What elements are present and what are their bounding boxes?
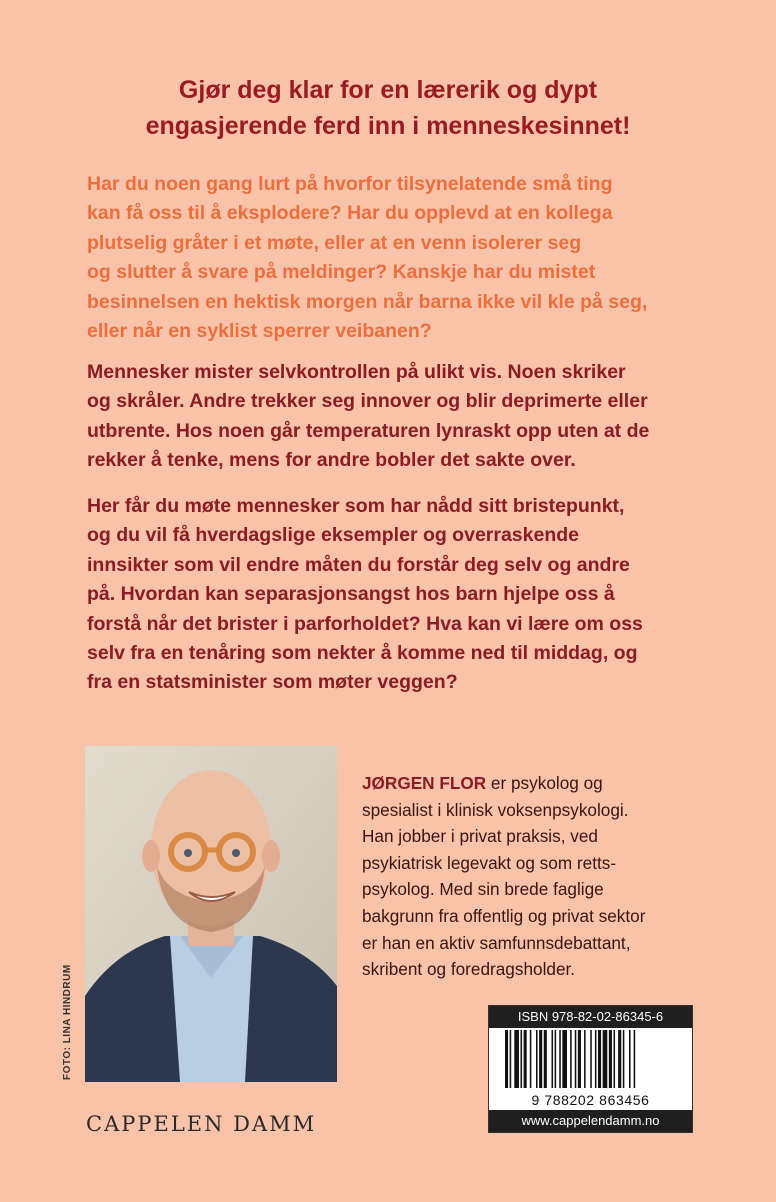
- barcode-bar: [514, 1030, 519, 1088]
- text-line: utbrente. Hos noen går temperaturen lynraskt opp uten at de: [87, 419, 650, 442]
- text-line: Har du noen gang lurt på hvorfor tilsynelatende små ting: [87, 173, 613, 195]
- author-photo: [85, 746, 337, 1082]
- barcode-bar: [623, 1030, 625, 1088]
- text-line: og du vil få hverdagslige eksempler og overraskende: [87, 524, 580, 547]
- barcode-bar: [570, 1030, 572, 1088]
- barcode-bar: [505, 1030, 508, 1088]
- text-line: innsikter som vil endre måten du forstår deg selv og andre: [87, 553, 630, 576]
- barcode-bar: [590, 1030, 592, 1088]
- barcode-bar: [629, 1030, 631, 1088]
- text-line: besinnelsen en hektisk morgen når barna ikke vil kle på seg,: [87, 290, 648, 313]
- barcode-bar: [562, 1030, 567, 1088]
- bio-text: er han en aktiv samfunnsdebattant,: [362, 932, 631, 953]
- text-line: plutselig gråter i et møte, eller at en venn isolerer seg: [87, 231, 582, 254]
- author-portrait-illustration: [85, 746, 337, 1082]
- text-line: kan få oss til å eksplodere? Har du opplevd at en kollega: [87, 202, 613, 225]
- bio-text: skribent og foredragsholder.: [362, 959, 576, 980]
- barcode-bar: [618, 1030, 621, 1088]
- bio-text: psykiatrisk legevakt og som retts-: [362, 852, 617, 873]
- bio-text: bakgrunn fra offentlig og privat sektor: [362, 905, 646, 926]
- text-line: fra en statsminister som møter veggen?: [87, 671, 458, 694]
- barcode-bar: [530, 1030, 532, 1088]
- barcode-bar: [524, 1030, 527, 1088]
- text-line: eller når en syklist sperrer veibanen?: [87, 320, 432, 343]
- text-line: og skråler. Andre trekker seg innover og blir deprimerte eller: [87, 390, 648, 413]
- headline-line: engasjerende ferd inn i menneskesinnet!: [145, 112, 631, 140]
- text-line: forstå når det brister i parforholdet? Hva kan vi lære om oss: [87, 612, 643, 635]
- barcode-bar: [539, 1030, 542, 1088]
- isbn-label: ISBN 978-82-02-86345-6: [489, 1006, 692, 1028]
- barcode-bar: [595, 1030, 597, 1088]
- text-line: selv fra en tenåring som nekter å komme ned til middag, og: [87, 642, 638, 665]
- barcode-bar: [544, 1030, 547, 1088]
- text-line: og slutter å svare på meldinger? Kanskje har du mistet: [87, 261, 596, 284]
- author-name: JØRGEN FLOR: [362, 773, 487, 793]
- photo-credit: FOTO: LINA HINDRUM: [62, 964, 73, 1080]
- barcode-bar: [559, 1030, 561, 1088]
- bio-text: spesialist i klinisk voksenpsykologi.: [362, 799, 629, 820]
- barcode-bar: [603, 1030, 608, 1088]
- barcode-bar: [555, 1030, 557, 1088]
- isbn-barcode-box: [489, 1006, 692, 1132]
- barcode-bar: [614, 1030, 616, 1088]
- text-line: rekker å tenke, mens for andre bobler det sakte over.: [87, 449, 576, 472]
- body-paragraph-3: [87, 492, 707, 698]
- bio-text: er psykolog og: [486, 773, 603, 793]
- barcode-bar: [536, 1030, 538, 1088]
- publisher-website: www.cappelendamm.no: [489, 1110, 692, 1132]
- text-line: Mennesker mister selvkontrollen på ulikt vis. Noen skriker: [87, 361, 626, 383]
- text-line: Her får du møte mennesker som har nådd sitt bristepunkt,: [87, 495, 625, 517]
- barcode-bar: [598, 1030, 601, 1088]
- barcode-bar: [609, 1030, 612, 1088]
- barcode-bar: [634, 1030, 636, 1088]
- author-bio: [362, 770, 712, 983]
- back-cover-headline: [60, 72, 716, 144]
- bio-text: Han jobber i privat praksis, ved: [362, 826, 598, 847]
- publisher-logo: CAPPELEN DAMM: [86, 1112, 317, 1136]
- bio-text: psykolog. Med sin brede faglige: [362, 879, 604, 900]
- barcode-icon: [503, 1030, 683, 1088]
- text-line: på. Hvordan kan separasjonsangst hos barn hjelpe oss å: [87, 583, 615, 606]
- headline-line: Gjør deg klar for en lærerik og dypt: [178, 76, 598, 104]
- bio-line-1: [362, 770, 712, 797]
- body-paragraph-2: [87, 358, 707, 476]
- barcode-bar: [510, 1030, 512, 1088]
- barcode-bar: [575, 1030, 577, 1088]
- barcode-bar: [578, 1030, 581, 1088]
- barcode-bar: [521, 1030, 523, 1088]
- isbn-digits: 9 788202 863456: [531, 1092, 650, 1108]
- barcode-bar: [584, 1030, 586, 1088]
- intro-paragraph: [87, 170, 707, 346]
- barcode-bar: [552, 1030, 554, 1088]
